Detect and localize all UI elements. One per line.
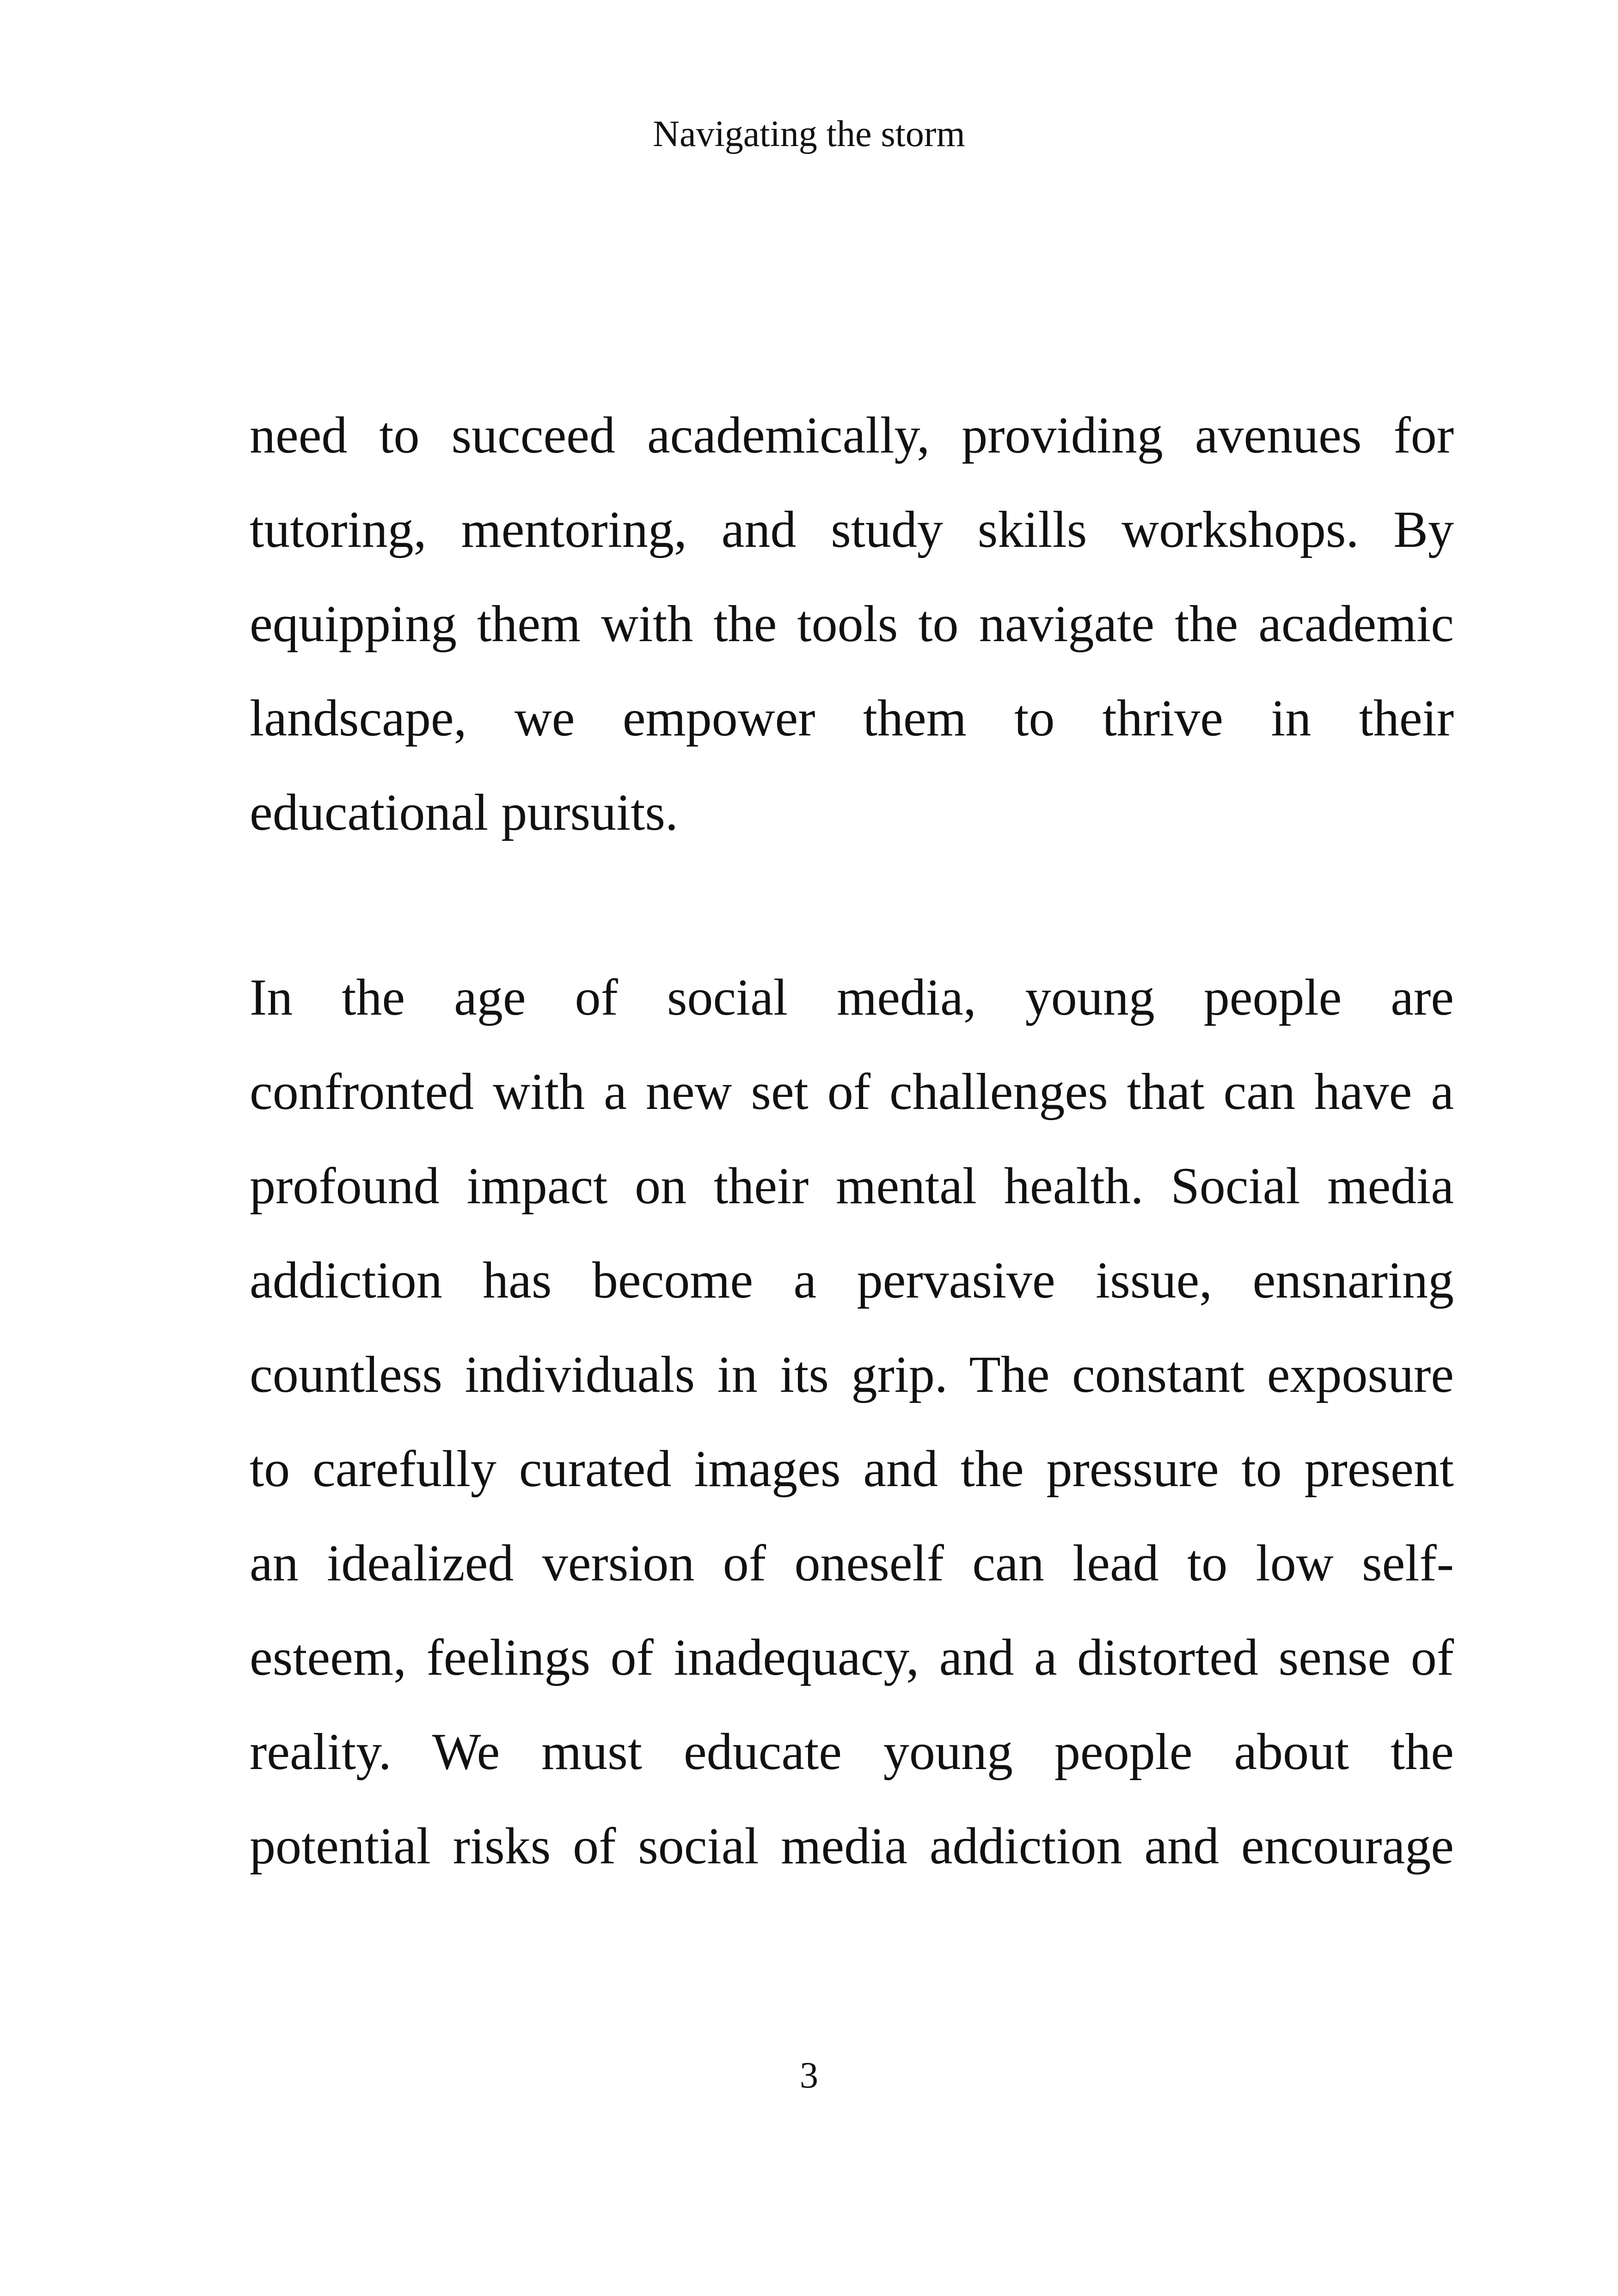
text-line: to carefully curated images and the pressure to present <box>250 1440 1454 1498</box>
text-line: reality. We must educate young people about the <box>250 1723 1454 1781</box>
text-line: profound impact on their mental health. Social media <box>250 1157 1454 1215</box>
text-line: potential risks of social media addiction and encourage <box>250 1818 1454 1875</box>
text-line: an idealized version of oneself can lead to low self- <box>250 1535 1454 1592</box>
text-line: addiction has become a pervasive issue, ensnaring <box>250 1252 1454 1309</box>
body-text <box>250 388 1454 1893</box>
paragraph-spacer <box>250 860 1454 950</box>
page-number: 3 <box>800 2055 818 2096</box>
paragraph-1 <box>250 388 1454 860</box>
text-line: landscape, we empower them to thrive in their <box>250 690 1454 747</box>
running-header: Navigating the storm <box>653 114 965 154</box>
paragraph-2 <box>250 950 1454 1893</box>
text-line: confronted with a new set of challenges that can have a <box>250 1063 1454 1120</box>
text-line: educational pursuits. <box>250 784 678 841</box>
text-line: countless individuals in its grip. The constant exposure <box>250 1346 1454 1403</box>
text-line: esteem, feelings of inadequacy, and a distorted sense of <box>250 1629 1454 1686</box>
text-line: In the age of social media, young people are <box>250 969 1454 1026</box>
text-line: need to succeed academically, providing avenues for <box>250 407 1454 464</box>
text-line: tutoring, mentoring, and study skills workshops. By <box>250 501 1454 558</box>
text-line: equipping them with the tools to navigate the academic <box>250 595 1454 653</box>
